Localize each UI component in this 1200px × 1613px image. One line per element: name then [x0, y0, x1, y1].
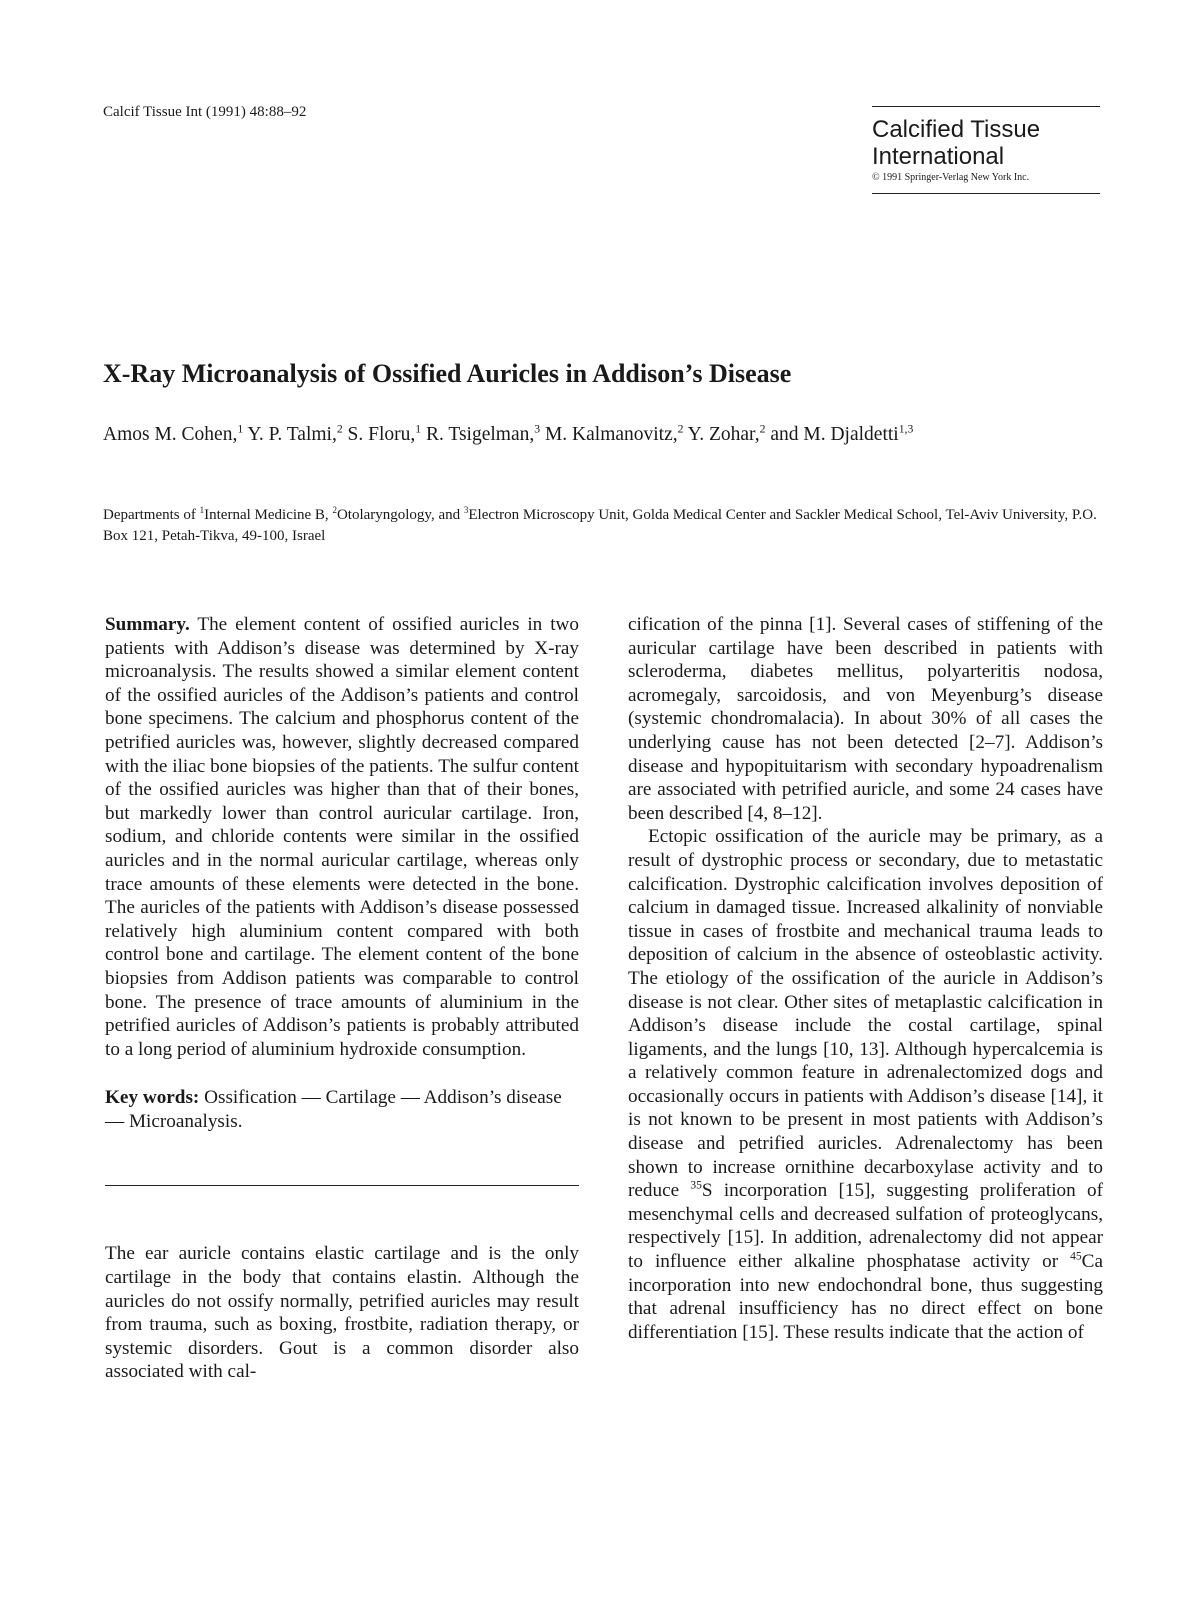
- author: Y. Zohar,: [687, 424, 760, 445]
- keywords-label: Key words:: [105, 1087, 200, 1109]
- author: S. Floru,: [347, 424, 416, 445]
- affiliation-1: Internal Medicine B,: [204, 507, 333, 523]
- left-column: [105, 613, 579, 1384]
- author: Y. P. Talmi,: [247, 424, 337, 445]
- author-affiliation-marker: 2: [336, 422, 343, 436]
- summary-paragraph: [105, 613, 579, 1061]
- author: M. Kalmanovitz,: [544, 424, 678, 445]
- isotope-mass-number: 45: [1070, 1250, 1082, 1263]
- affiliations: [103, 505, 1103, 547]
- body-paragraph: cification of the pinna [1]. Several cases of stiffening of the auricular cartilage have been described in patients with scleroderma, diabetes mellitus, polyarteritis nodosa, acromegaly, sarcoidosis, and von Meyenburg’s disease (systemic chondromalacia). In about 30% of all cases the underlying cause has not been detected [2–7]. Addison’s disease and hypopituitarism with secondary hypoadrenalism are associated with petrified auricle, and some 24 cases have been described [4, 8–12].: [628, 614, 1103, 824]
- affiliation-marker: 2: [332, 505, 337, 515]
- journal-name-line2: International: [872, 143, 1005, 170]
- affiliation-marker: 1: [199, 505, 205, 515]
- summary-label: Summary.: [105, 614, 190, 635]
- author-affiliation-marker: 3: [534, 422, 541, 436]
- article-title: X-Ray Microanalysis of Ossified Auricles in Addison’s Disease: [103, 359, 792, 388]
- author-affiliation-marker: 1,3: [898, 422, 914, 436]
- section-divider: [105, 1185, 579, 1186]
- author: and M. Djaldetti: [770, 424, 899, 445]
- author-affiliation-marker: 1: [415, 422, 422, 436]
- body-paragraph: [628, 825, 1103, 1344]
- journal-name: [872, 116, 1100, 170]
- copyright-notice: © 1991 Springer-Verlag New York Inc.: [872, 172, 1030, 183]
- journal-masthead: [872, 106, 1100, 194]
- author: Amos M. Cohen,: [103, 424, 238, 445]
- right-column: [628, 613, 1103, 1344]
- summary-text: The element content of ossified auricles in two patients with Addison’s disease was determined by X-ray microanalysis. The results showed a similar element content of the ossified auricles of the Addison’s patients and control bone specimens. The calcium and phosphorus content of the petrified auricles was, however, slightly decreased compared with the iliac bone biopsies of the patients. The sulfur content of the ossified auricles was higher than that of their bones, but markedly lower than control auricular cartilage. Iron, sodium, and chloride contents were similar in the ossified auricles and in the normal auricular cartilage, whereas only trace amounts of these elements were detected in the bone. The auricles of the patients with Addison’s disease possessed relatively high aluminium content compared with both control bone and cartilage. The element content of the bone biopsies from Addison patients was comparable to control bone. The presence of trace amounts of aluminium in the petrified auricles of Addison’s patients is probably attributed to a long period of aluminium hydroxide consumption.: [105, 614, 579, 1060]
- journal-citation: Calcif Tissue Int (1991) 48:88–92: [103, 104, 307, 120]
- author-affiliation-marker: 2: [759, 422, 766, 436]
- author-list: [103, 423, 1003, 447]
- affiliation-2: Otolaryngology, and: [336, 507, 464, 523]
- author-affiliation-marker: 2: [677, 422, 684, 436]
- affiliation-marker: 3: [463, 505, 469, 515]
- isotope-mass-number: 35: [690, 1179, 702, 1192]
- body-text: S incorporation [15], suggesting proliferation of mesenchymal cells and decreased sulfation of proteoglycans, respectively [15]. In addition, adrenalectomy did not appear to influence either alkaline phosphatase activity or: [628, 1180, 1103, 1273]
- author: R. Tsigelman,: [426, 424, 535, 445]
- keywords-paragraph: [105, 1086, 579, 1133]
- keywords-text: Ossification — Cartilage — Addison’s disease — Microanalysis.: [105, 1087, 562, 1132]
- affiliation-3: Electron Microscopy Unit, Golda Medical Center and Sackler Medical School, Tel-Aviv University, P.O. Box 121, Petah-Tikva, 49-100, Israel: [103, 507, 1097, 544]
- body-text: Ectopic ossification of the auricle may be primary, as a result of dystrophic process or secondary, due to metastatic calcification. Dystrophic calcification involves deposition of calcium in damaged tissue. Increased alkalinity of nonviable tissue in cases of frostbite and mechanical trauma leads to deposition of calcium in the absence of osteoblastic activity. The etiology of the ossification of the auricle in Addison’s disease is not clear. Other sites of metaplastic calcification in Addison’s disease include the costal cartilage, spinal ligaments, and the lungs [10, 13]. Although hypercalcemia is a relatively common feature in adrenalectomized dogs and occasionally occurs in patients with Addison’s disease [14], it is not known to be present in most patients with Addison’s disease and petrified auricles. Adrenalectomy has been shown to increase ornithine decarboxylase activity and to reduce: [628, 826, 1103, 1202]
- journal-name-line1: Calcified Tissue: [872, 116, 1041, 143]
- body-text: Ca incorporation into new endochondral bone, thus suggesting that adrenal insufficiency has no direct effect on bone differentiation [15]. These results indicate that the action of: [628, 1251, 1103, 1343]
- intro-paragraph: The ear auricle contains elastic cartilage and is the only cartilage in the body that contains elastin. Although the auricles do not ossify normally, petrified auricles may result from trauma, such as boxing, frostbite, radiation therapy, or systemic disorders. Gout is a common disorder also associated with cal-: [105, 1243, 579, 1383]
- author-affiliation-marker: 1: [237, 422, 244, 436]
- affiliation-prefix: Departments of: [103, 507, 200, 523]
